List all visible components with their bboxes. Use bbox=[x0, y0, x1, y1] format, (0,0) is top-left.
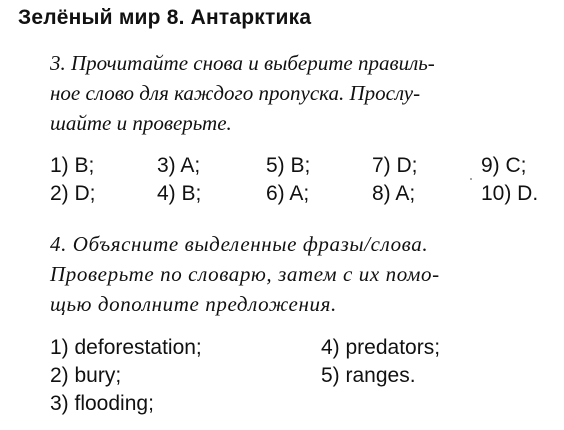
task-4-word-list bbox=[50, 334, 520, 424]
word-2: 2) bury; bbox=[50, 364, 122, 387]
answer-7: 7) D; bbox=[372, 154, 418, 177]
answer-4: 4) B; bbox=[157, 182, 202, 205]
page-heading: Зелёный мир 8. Антарктика bbox=[18, 6, 312, 29]
answer-9: 9) C; bbox=[481, 154, 527, 177]
scan-speck bbox=[470, 178, 472, 180]
answer-1: 1) B; bbox=[50, 154, 95, 177]
answer-10: 10) D. bbox=[481, 182, 539, 205]
word-4: 4) predators; bbox=[321, 336, 441, 359]
answer-6: 6) A; bbox=[266, 182, 310, 205]
answer-3: 3) A; bbox=[157, 154, 201, 177]
task-4-line: щью дополните предложения. bbox=[50, 292, 337, 316]
task-4-line: 4. Объясните выделенные фразы/слова. bbox=[50, 232, 429, 256]
task-3-answer-grid bbox=[50, 152, 550, 212]
answer-2: 2) D; bbox=[50, 182, 96, 205]
task-3-line: 3. Прочитайте снова и выберите правиль- bbox=[50, 51, 435, 75]
task-4-line: Проверьте по словарю, затем с их помо- bbox=[50, 262, 440, 286]
task-3-instructions bbox=[50, 48, 435, 138]
task-3-line: ное слово для каждого пропуска. Прослу- bbox=[50, 81, 421, 105]
answer-8: 8) A; bbox=[372, 182, 416, 205]
task-3-line: шайте и проверьте. bbox=[50, 111, 232, 135]
word-1: 1) deforestation; bbox=[50, 336, 202, 359]
task-4-instructions bbox=[50, 229, 440, 319]
answer-5: 5) B; bbox=[266, 154, 311, 177]
word-3: 3) flooding; bbox=[50, 392, 154, 415]
word-5: 5) ranges. bbox=[321, 364, 416, 387]
